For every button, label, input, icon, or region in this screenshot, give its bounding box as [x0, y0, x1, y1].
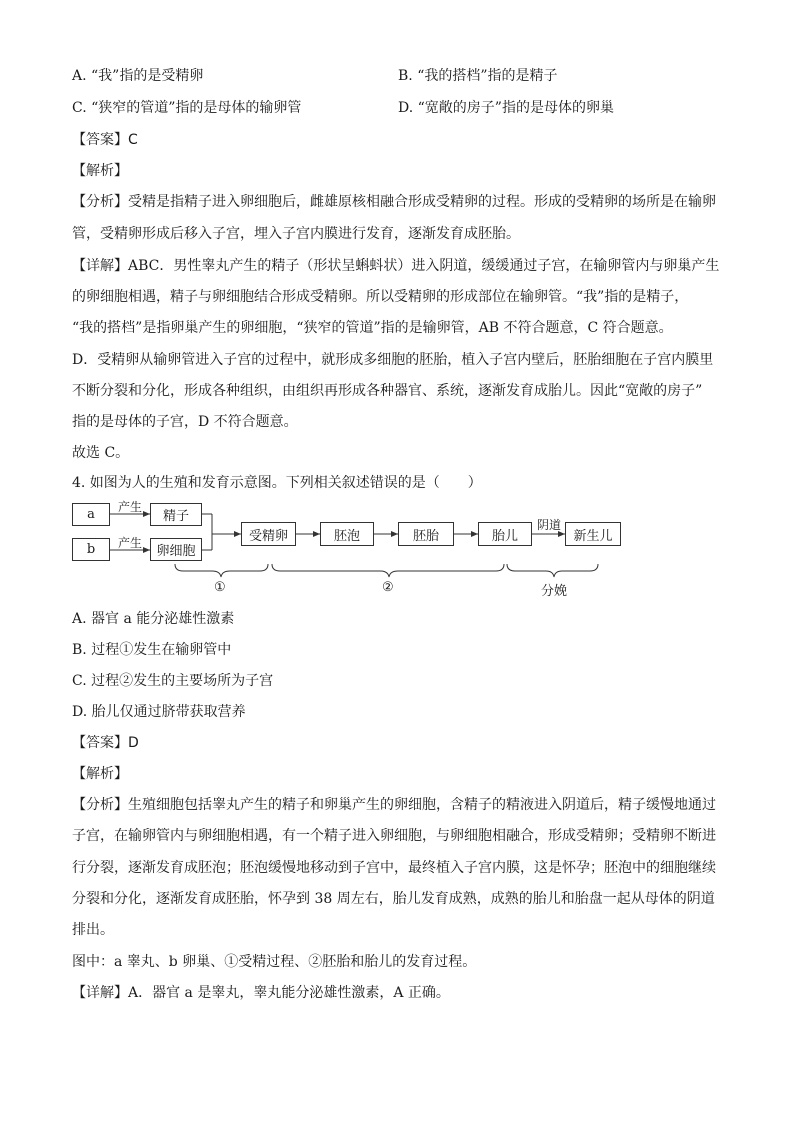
embryo-box: [398, 522, 454, 546]
q3-option-b: B. “我的搭档”指的是精子: [398, 68, 558, 84]
q4-analysis-line: 子宫，在输卵管内与卵细胞相遇，有一个精子进入卵细胞，与卵细胞相融合，形成受精卵；受精卵不断进: [72, 828, 716, 844]
organ-b-label: b: [86, 542, 96, 557]
newborn-box: [565, 522, 621, 546]
q3-analysis-line: 【分析】受精是指精子进入卵细胞后，雌雄原核相融合形成受精卵的过程。形成的受精卵的场所是在输卵: [72, 194, 716, 210]
q4-option-b: B. 过程①发生在输卵管中: [72, 642, 232, 658]
q3-analysis-label: 【解析】: [72, 163, 128, 179]
organ-a-label: a: [87, 507, 95, 522]
q3-analysis-line: 【详解】ABC．男性睾丸产生的精子（形状呈蝌蚪状）进入阴道，缓缓通过子宫，在输卵管内与卵巢产生: [72, 258, 720, 274]
q4-analysis-line: 行分裂，逐渐发育成胚泡；胚泡缓慢地移动到子宫中，最终植入子宫内膜，这是怀孕；胚泡中的细胞继续: [72, 860, 716, 876]
q4-analysis-line: 分裂和分化，逐渐发育成胚胎，怀孕到 38 周左右，胎儿发育成熟，成熟的胎儿和胎盘一起从母体的阴道: [72, 891, 715, 907]
organ-a-box: [72, 503, 110, 526]
q4-analysis-line: 排出。: [72, 922, 114, 938]
q3-option-a: A. “我”指的是受精卵: [72, 68, 204, 84]
egg-box: [150, 538, 202, 561]
zygote-box: [241, 522, 296, 546]
process-2-label: ②: [382, 580, 394, 595]
fetus-label: 胎儿: [491, 528, 518, 544]
q4-option-d: D. 胎儿仅通过脐带获取营养: [72, 704, 246, 720]
q3-option-d: D. “宽敞的房子”指的是母体的卵巢: [398, 100, 614, 116]
fetus-box: [478, 522, 532, 546]
q3-analysis-line: 管，受精卵形成后移入子宫，埋入子宫内膜进行发育，逐渐发育成胚胎。: [72, 226, 520, 242]
produce-label-b: 产生: [118, 536, 143, 550]
q3-analysis-line: 不断分裂和分化，形成各种组织，由组织再形成各种器官、系统，逐渐发育成胎儿。因此“宽敞的房子”: [72, 383, 703, 399]
q3-analysis-line: D．受精卵从输卵管进入子宫的过程中，就形成多细胞的胚胎，植入子宫内壁后，胚胎细胞在子宫内膜里: [72, 352, 714, 368]
q3-analysis-line: 故选 C。: [72, 445, 130, 461]
embryo-label: 胚胎: [412, 528, 439, 544]
q4-analysis-line: 【分析】生殖细胞包括睾丸产生的精子和卵巢产生的卵细胞，含精子的精液进入阴道后，精子缓慢地通过: [72, 797, 716, 813]
q3-answer: 【答案】C: [72, 132, 138, 148]
blastocyst-box: [320, 522, 374, 546]
q4-option-a: A. 器官 a 能分泌雄性激素: [72, 611, 235, 627]
sperm-label: 精子: [162, 509, 189, 524]
q3-analysis-line: 指的是母体的子宫，D 不符合题意。: [72, 414, 298, 430]
newborn-label: 新生儿: [573, 528, 613, 544]
blastocyst-label: 胚泡: [333, 528, 360, 544]
produce-label-a: 产生: [118, 500, 143, 514]
delivery-label: 分娩: [541, 584, 568, 599]
q4-answer: 【答案】D: [72, 735, 139, 751]
q4-stem: 4. 如图为人的生殖和发育示意图。下列相关叙述错误的是（ ）: [72, 475, 482, 491]
egg-label: 卵细胞: [156, 544, 196, 559]
q3-option-c: C. “狭窄的管道”指的是母体的输卵管: [72, 100, 302, 116]
vagina-label: 阴道: [537, 518, 562, 532]
sperm-box: [150, 503, 202, 526]
q3-analysis-line: 的卵细胞相遇，精子与卵细胞结合形成受精卵。所以受精卵的形成部位在输卵管。“我”指的是精子，: [72, 289, 689, 305]
q4-analysis-line: 【详解】A．器官 a 是睾丸，睾丸能分泌雄性激素，A 正确。: [72, 985, 450, 1001]
organ-b-box: [72, 538, 110, 561]
q4-analysis-line: 图中：a 睾丸、b 卵巢、①受精过程、②胚胎和胎儿的发育过程。: [72, 954, 477, 970]
zygote-label: 受精卵: [248, 528, 288, 544]
q4-analysis-label: 【解析】: [72, 766, 128, 782]
q4-option-c: C. 过程②发生的主要场所为子宫: [72, 673, 274, 689]
process-1-label: ①: [214, 580, 226, 595]
q3-analysis-line: “我的搭档”是指卵巢产生的卵细胞，“狭窄的管道”指的是输卵管，AB 不符合题意，C 符合题意。: [72, 320, 673, 336]
